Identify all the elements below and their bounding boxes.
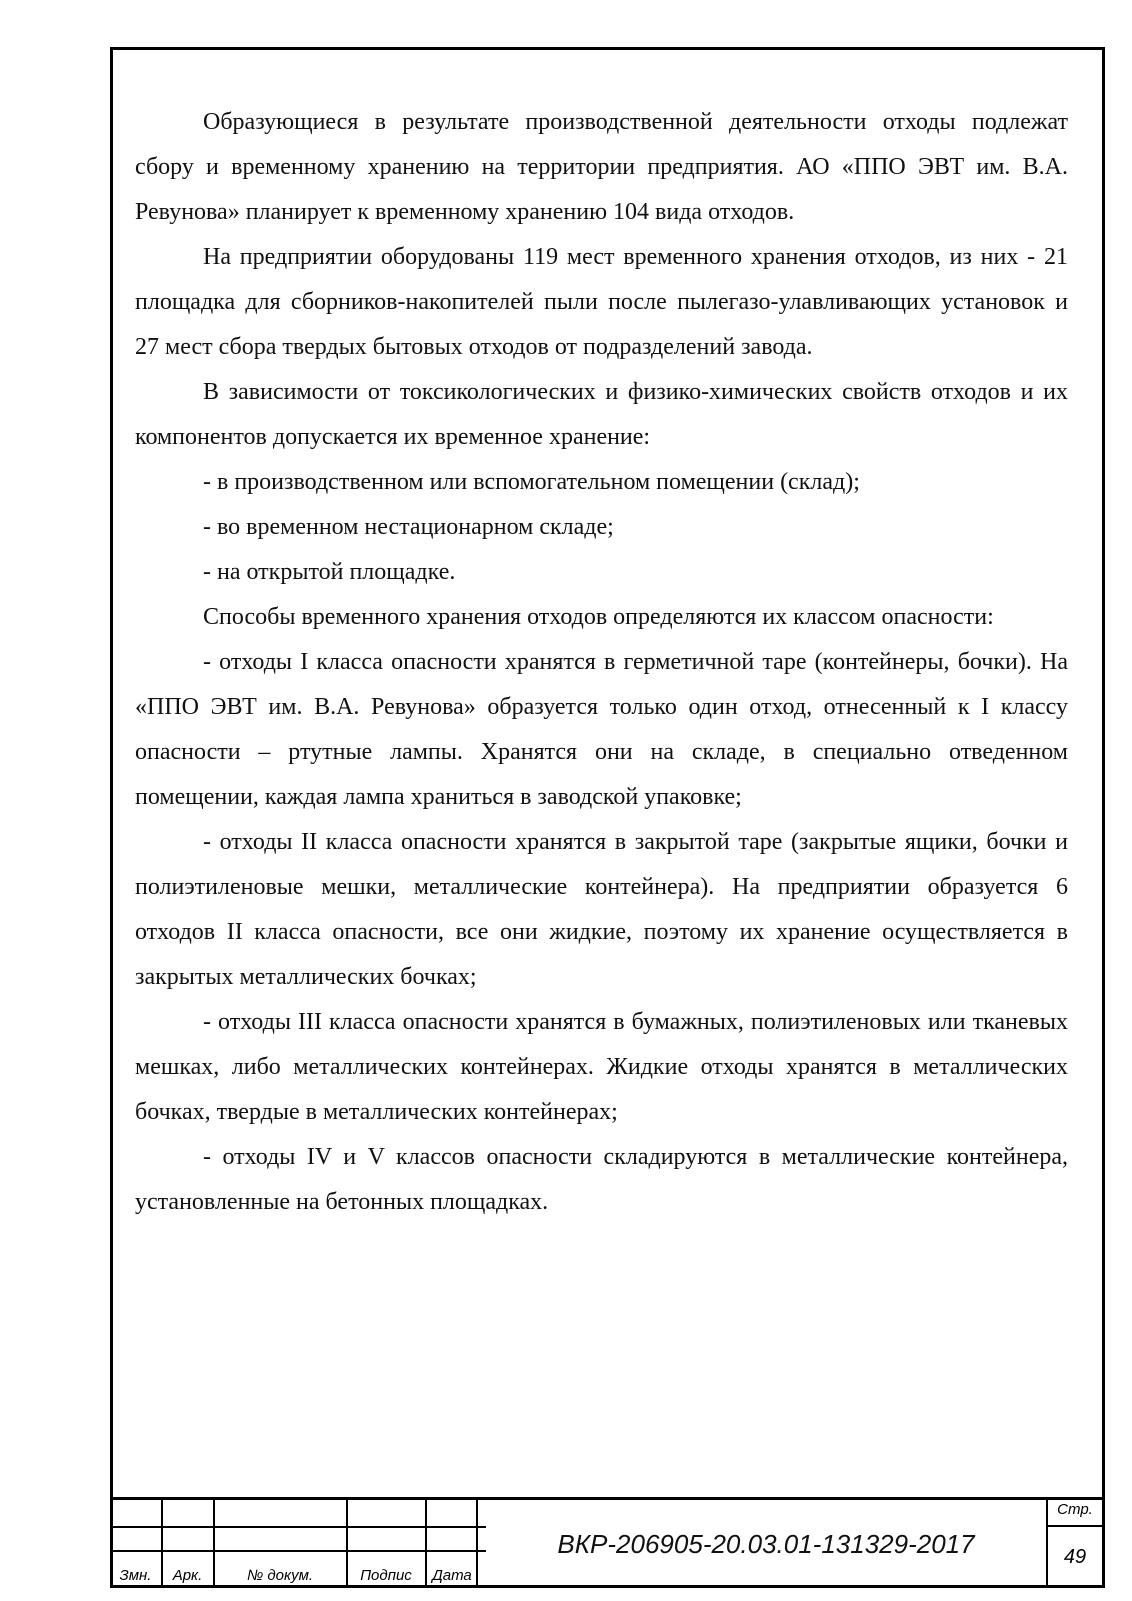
paragraph: На предприятии оборудованы 119 мест временного хранения отходов, из них - 21 площадка для сборников-накопителей пыли после пылегазо-улавливающих установок и 27 мест сбора твердых бытовых отходов от подразделений завода. xyxy=(135,244,1068,360)
paragraph: В зависимости от токсикологических и физико-химических свойств отходов и их компонентов допускается их временное хранение: xyxy=(135,379,1068,450)
column-label-sheet: Арк. xyxy=(172,1567,203,1584)
column-label-change: Змн. xyxy=(119,1567,152,1584)
list-item: - отходы I класса опасности хранятся в герметичной таре (контейнеры, бочки). На «ППО ЭВТ им. В.А. Ревунова» образуется только один отход, отнесенный к I классу опасности – ртутные лампы. Хранятся они на складе, в специально отведенном помещении, каждая лампа храниться в заводской упаковке; xyxy=(135,649,1068,810)
page-number: 49 xyxy=(1063,1546,1087,1568)
title-block xyxy=(110,1497,1105,1588)
column-label-signature: Подпис xyxy=(360,1567,412,1584)
list-item: - на открытой площадке. xyxy=(203,559,456,585)
document-number: ВКР-206905-20.03.01-131329-2017 xyxy=(557,1528,975,1559)
paragraph: Образующиеся в результате производственной деятельности отходы подлежат сбору и временному хранению на территории предприятия. АО «ППО ЭВТ им. В.А. Ревунова» планирует к временному хранению 104 вида отходов. xyxy=(135,109,1068,225)
list-item: - отходы II класса опасности хранятся в закрытой таре (закрытые ящики, бочки и полиэтиленовые мешки, металлические контейнера). На предприятии образуется 6 отходов II класса опасности, все они жидкие, поэтому их хранение осуществляется в закрытых металлических бочках; xyxy=(135,829,1068,990)
page-box xyxy=(1046,1500,1102,1588)
column-label-document: № докум. xyxy=(246,1567,314,1584)
revision-grid xyxy=(110,1500,486,1588)
paragraph: Способы временного хранения отходов определяются их классом опасности: xyxy=(203,604,994,630)
column-label-date: Дата xyxy=(432,1567,472,1584)
list-item: - отходы IV и V классов опасности складируются в металлические контейнера, установленные на бетонных площадках. xyxy=(135,1144,1068,1215)
list-item: - во временном нестационарном складе; xyxy=(203,514,614,540)
document-body xyxy=(135,100,1068,1225)
grid-line xyxy=(110,1526,486,1528)
list-item: - отходы III класса опасности хранятся в бумажных, полиэтиленовых или тканевых мешках, либо металлических контейнерах. Жидкие отходы хранятся в металлических бочках, твердые в металлических контейнерах; xyxy=(135,1009,1068,1125)
grid-line xyxy=(110,1550,486,1552)
list-item: - в производственном или вспомогательном помещении (склад); xyxy=(203,469,860,495)
page-label: Стр. xyxy=(1057,1501,1093,1518)
